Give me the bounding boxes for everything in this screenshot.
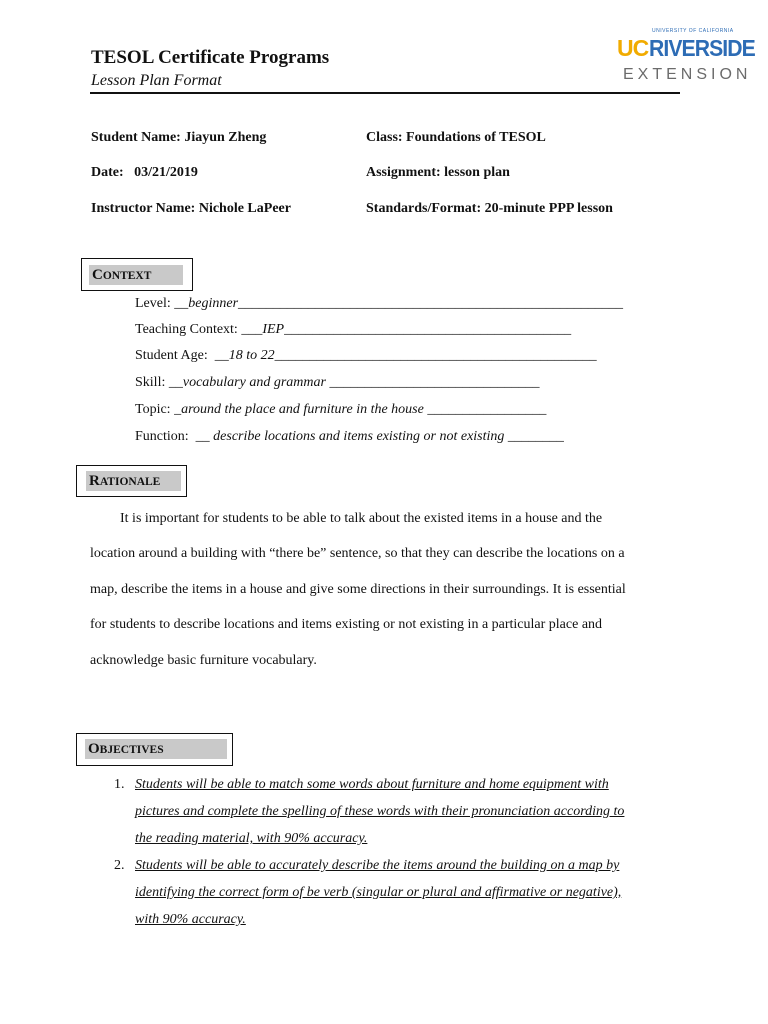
rationale-line-2: location around a building with “there be” sentence, so that they can describe the locations on a xyxy=(90,546,625,561)
context-teaching: Teaching Context: ___IEP_________________________________________ xyxy=(135,322,572,337)
objective-1-line-3: the reading material, with 90% accuracy. xyxy=(135,831,368,846)
rationale-line-1: It is important for students to be able to talk about the existed items in a house and the xyxy=(120,511,603,526)
class-name: Class: Foundations of TESOL xyxy=(366,130,546,145)
context-skill: Skill: __vocabulary and grammar ______________________________ xyxy=(135,375,540,390)
objective-1-line-1: Students will be able to match some words about furniture and home equipment with xyxy=(135,777,609,792)
context-topic: Topic: _around the place and furniture in the house _________________ xyxy=(135,402,547,417)
document-subtitle: Lesson Plan Format xyxy=(91,72,222,89)
document-title: TESOL Certificate Programs xyxy=(91,47,330,68)
assignment: Assignment: lesson plan xyxy=(366,165,510,180)
objective-2-line-3: with 90% accuracy. xyxy=(135,912,246,927)
objective-2-line-1: Students will be able to accurately describe the items around the building on a map by xyxy=(135,858,620,873)
student-name: Student Name: Jiayun Zheng xyxy=(91,130,267,145)
objective-1-number: 1. xyxy=(114,777,125,792)
rationale-line-3: map, describe the items in a house and give some directions in their surroundings. It is essential xyxy=(90,582,626,597)
rationale-line-4: for students to describe locations and items existing or not existing in a particular place and xyxy=(90,617,603,632)
context-header: CONTEXT xyxy=(89,265,183,285)
objective-2-line-2: identifying the correct form of be verb (singular or plural and affirmative or negative), xyxy=(135,885,622,900)
objectives-header-box xyxy=(76,733,233,766)
rationale-header-box xyxy=(76,465,187,497)
context-header-box xyxy=(81,258,193,291)
rationale-line-5: acknowledge basic furniture vocabulary. xyxy=(90,653,317,668)
context-age: Student Age: __18 to 22______________________________________________ xyxy=(135,348,597,363)
date: Date: 03/21/2019 xyxy=(91,165,198,180)
header-divider xyxy=(90,92,680,94)
logo-riverside-text: RIVERSIDE xyxy=(649,35,755,61)
rationale-header: RATIONALE xyxy=(86,471,181,491)
context-function: Function: __ describe locations and items existing or not existing ________ xyxy=(135,429,564,444)
objectives-header: OBJECTIVES xyxy=(85,739,227,759)
logo-uc-text: UC xyxy=(617,35,649,61)
ucr-extension-logo xyxy=(616,26,755,94)
logo-university-text: UNIVERSITY OF CALIFORNIA xyxy=(652,28,734,34)
objective-2-number: 2. xyxy=(114,858,125,873)
instructor-name: Instructor Name: Nichole LaPeer xyxy=(91,201,291,216)
context-level: Level: __beginner_______________________________________________________ xyxy=(135,296,624,311)
objective-1-line-2: pictures and complete the spelling of these words with their pronunciation according to xyxy=(135,804,625,819)
standards-format: Standards/Format: 20-minute PPP lesson xyxy=(366,201,613,216)
logo-extension-text: EXTENSION xyxy=(623,66,752,83)
